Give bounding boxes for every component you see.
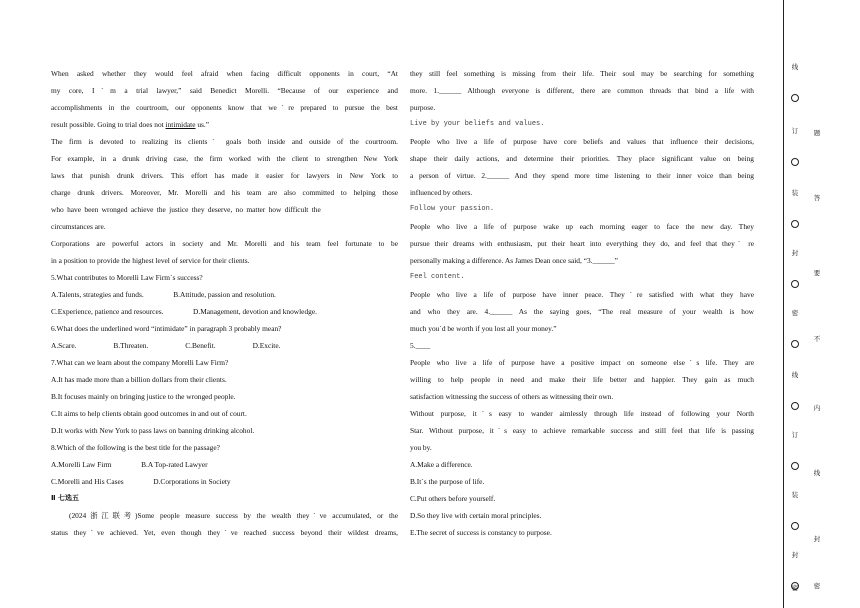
binding-inner-char: 线	[813, 470, 821, 477]
binding-inner-char: 不	[813, 336, 821, 343]
text-fragment: result possible. Going to trial does not	[51, 120, 166, 129]
question-6: 6.What does the underlined word “intimidate” in paragraph 3 probably mean?	[51, 324, 282, 333]
passage-line: influenced by others.	[410, 188, 473, 197]
section-subheading: Feel content.	[410, 273, 465, 281]
passage-line: People who live a life of purpose have inner peace. Theyˋre satisfied with what they have	[410, 290, 754, 299]
question-7-option-c: C.It aims to help clients obtain good outcomes in and out of court.	[51, 409, 247, 418]
question-8: 8.Which of the following is the best title for the passage?	[51, 443, 220, 452]
binding-inner-char: 题	[813, 130, 821, 137]
binding-hole	[791, 522, 799, 530]
question-8-options-cd: C.Morelli and His Cases D.Corporations in Society	[51, 477, 231, 486]
passage-line: E.The secret of success is constancy to purpose.	[410, 528, 552, 537]
binding-hole	[791, 340, 799, 348]
binding-hole	[791, 462, 799, 470]
intro-line: status theyˋve achieved. Yet, even though theyˋve reached success beyond their wildest dreams,	[51, 528, 398, 537]
passage-line: a person of virtue. 2.______ And they spend more time listening to their inner voice than being	[410, 171, 754, 180]
binding-char: 线	[791, 64, 799, 71]
binding-inner-char: 内	[813, 405, 821, 412]
question-7-option-a: A.It has made more than a billion dollars from their clients.	[51, 375, 227, 384]
binding-char: 密	[791, 310, 799, 317]
binding-hole	[791, 94, 799, 102]
passage-line: D.So they live with certain moral principles.	[410, 511, 542, 520]
passage-line: in a position to provide the highest level of service for their clients.	[51, 256, 250, 265]
passage-line: The firm is devoted to realizing its clientsˊ goals both inside and outside of the courtroom.	[51, 137, 398, 146]
section-subheading: Follow your passion.	[410, 205, 495, 213]
intro-line: (2024浙江联考)Some people measure success by the wealth theyˋve accumulated, or the	[69, 511, 398, 520]
question-5-options-cd: C.Experience, patience and resources. D.Management, devotion and knowledge.	[51, 307, 317, 316]
passage-line: Corporations are powerful actors in society and Mr. Morelli and his team feel fortunate to be	[51, 239, 398, 248]
passage-line: you by.	[410, 443, 432, 452]
question-7: 7.What can we learn about the company Morelli Law Firm?	[51, 358, 229, 367]
passage-line: Star. Without purpose, itˊs easy to achieve remarkable success and still feel that life is passing	[410, 426, 754, 435]
passage-line: C.Put others before yourself.	[410, 494, 496, 503]
passage-line: willing to help people in need and make their life better and happier. They gain as much	[410, 375, 754, 384]
binding-char: 装	[791, 190, 799, 197]
passage-line: People who live a life of purpose have a positive impact on someone elseˊs life. They are	[410, 358, 754, 367]
passage-line: shape their daily actions, and determine their priorities. They place significant value on being	[410, 154, 754, 163]
question-6-options: A.Scare. B.Threaten. C.Benefit. D.Excite.	[51, 341, 281, 350]
question-7-option-d: D.It works with New York to pass laws on banning drinking alcohol.	[51, 426, 255, 435]
binding-inner-char: 答	[813, 195, 821, 202]
binding-char: 封	[791, 552, 799, 559]
passage-line: pursue their dreams with enthusiasm, put their heart into everything they do, and feel that theyˋ re	[410, 239, 754, 248]
question-8-options-ab: A.Morelli Law Firm B.A Top-rated Lawyer	[51, 460, 208, 469]
section-heading: Ⅱ 七选五	[51, 494, 80, 502]
binding-char: 订	[791, 128, 799, 135]
binding-hole	[791, 220, 799, 228]
passage-line: more. 1.______ Although everyone is different, there are common threads that bind a life with	[410, 86, 754, 95]
passage-line: People who live a life of purpose wake up each morning eager to face the new day. They	[410, 222, 754, 231]
passage-line: accomplishments in the courtroom, our opponents know that weˋre prepared to pursue the best	[51, 103, 398, 112]
question-5: 5.What contributes to Morelli Law Firmˊs success?	[51, 273, 203, 282]
passage-line: personally making a difference. As James Dean once said, “3.______”	[410, 256, 618, 265]
passage-line: my core, Iˊm a trial lawyer,” said Benedict Morelli. “Because of our experience and	[51, 86, 398, 95]
passage-line: 5.____	[410, 341, 431, 350]
question-7-option-b: B.It focuses mainly on bringing justice to the wronged people.	[51, 392, 236, 401]
section-subheading: Live by your beliefs and values.	[410, 120, 545, 128]
binding-char: 装	[791, 492, 799, 499]
passage-line-with-underline	[51, 120, 398, 129]
passage-line: For example, in a drunk driving case, the firm worked with the client to strengthen New York	[51, 154, 398, 163]
passage-line: circumstances are.	[51, 222, 106, 231]
binding-char: 线	[791, 372, 799, 379]
text-fragment: us.”	[195, 120, 210, 129]
passage-line: purpose.	[410, 103, 436, 112]
passage-line: much youˋd be worth if you lost all your money.”	[410, 324, 557, 333]
binding-line	[783, 0, 784, 608]
binding-hole	[791, 402, 799, 410]
binding-char: 封	[791, 250, 799, 257]
binding-hole	[791, 280, 799, 288]
underlined-word: intimidate	[165, 120, 196, 129]
passage-line: A.Make a difference.	[410, 460, 473, 469]
passage-line: B.Itˊs the purpose of life.	[410, 477, 485, 486]
passage-line: People who live a life of purpose have core beliefs and values that influence their decisions,	[410, 137, 754, 146]
binding-inner-char: 封	[813, 536, 821, 543]
binding-hole	[791, 158, 799, 166]
passage-line: When asked whether they would feel afraid when facing difficult opponents in court, “At	[51, 69, 398, 78]
binding-inner-char: 密	[813, 583, 821, 590]
passage-line: and who they are. 4.______ As the saying goes, “The real measure of your wealth is how	[410, 307, 754, 316]
passage-line: who have been wronged achieve the justice they deserve, no matter how difficult the	[51, 205, 321, 214]
question-5-options-ab: A.Talents, strategies and funds. B.Attitude, passion and resolution.	[51, 290, 276, 299]
binding-char: 密	[791, 585, 799, 592]
binding-char: 订	[791, 432, 799, 439]
passage-line: satisfaction witnessing the success of others as witnessing their own.	[410, 392, 614, 401]
passage-line: laws that punish drunk drivers. This effort has made it easier for lawyers in New York to	[51, 171, 398, 180]
passage-line: charge drunk drivers. Moreover, Mr. Morelli and his team are also committed to helping those	[51, 188, 398, 197]
binding-inner-char: 要	[813, 270, 821, 277]
passage-line: Without purpose, itˊs easy to wander aimlessly through life instead of following your North	[410, 409, 754, 418]
passage-line: they still feel something is missing from their life. Their soul may be searching for something	[410, 69, 754, 78]
